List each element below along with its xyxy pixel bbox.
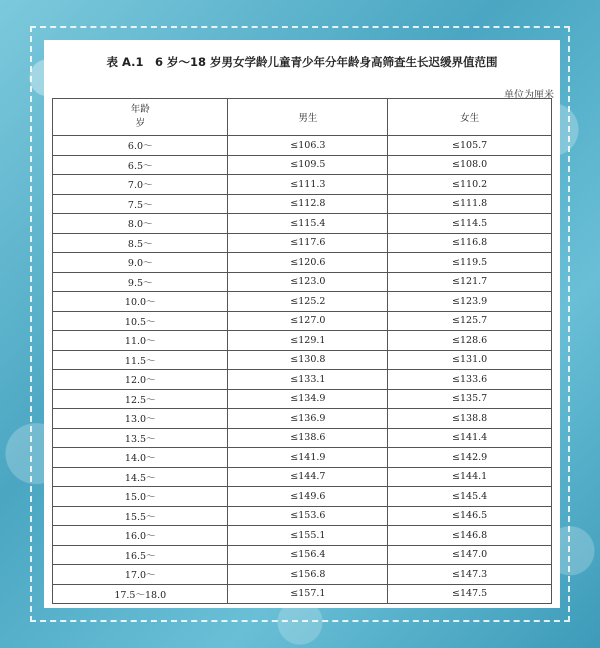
cell-male: ≤134.9 [228,389,388,409]
table-row [53,311,552,331]
cell-male: ≤117.6 [228,233,388,253]
cell-male: ≤144.7 [228,467,388,487]
table-row [53,409,552,429]
header-age-unit: 岁 [135,118,145,129]
cell-female: ≤147.0 [388,545,552,565]
header-age [53,99,228,136]
table-row [53,428,552,448]
cell-age: 12.5～ [53,389,228,409]
cell-female: ≤128.6 [388,331,552,351]
header-male: 男生 [228,99,388,136]
table-row [53,487,552,507]
cell-female: ≤105.7 [388,136,552,156]
cell-male: ≤127.0 [228,311,388,331]
cell-female: ≤119.5 [388,253,552,273]
table-row [53,155,552,175]
cell-male: ≤133.1 [228,370,388,390]
header-female: 女生 [388,99,552,136]
table-row [53,350,552,370]
cell-male: ≤111.3 [228,175,388,195]
cell-female: ≤114.5 [388,214,552,234]
cell-male: ≤141.9 [228,448,388,468]
cell-age: 11.0～ [53,331,228,351]
table-row [53,584,552,604]
table-row [53,253,552,273]
cell-male: ≤138.6 [228,428,388,448]
cell-female: ≤116.8 [388,233,552,253]
table-row [53,272,552,292]
cell-female: ≤111.8 [388,194,552,214]
cell-age: 13.5～ [53,428,228,448]
cell-male: ≤106.3 [228,136,388,156]
cell-age: 15.5～ [53,506,228,526]
cell-female: ≤147.3 [388,565,552,585]
cell-age: 7.5～ [53,194,228,214]
table-row [53,175,552,195]
cell-age: 15.0～ [53,487,228,507]
cell-age: 8.0～ [53,214,228,234]
table-row [53,565,552,585]
cell-female: ≤146.5 [388,506,552,526]
cell-male: ≤120.6 [228,253,388,273]
cell-age: 12.0～ [53,370,228,390]
cell-female: ≤133.6 [388,370,552,390]
cell-female: ≤135.7 [388,389,552,409]
cell-female: ≤108.0 [388,155,552,175]
cell-male: ≤155.1 [228,526,388,546]
cell-female: ≤142.9 [388,448,552,468]
cell-age: 10.5～ [53,311,228,331]
table-row [53,389,552,409]
cell-age: 6.0～ [53,136,228,156]
table-row [53,292,552,312]
cell-age: 7.0～ [53,175,228,195]
cell-age: 14.0～ [53,448,228,468]
cell-female: ≤121.7 [388,272,552,292]
table-row [53,526,552,546]
cell-age: 17.5～18.0 [53,584,228,604]
table-row [53,506,552,526]
table-row [53,194,552,214]
cell-female: ≤145.4 [388,487,552,507]
cell-female: ≤123.9 [388,292,552,312]
table-row [53,467,552,487]
header-age-label: 年龄 [130,104,150,115]
cell-female: ≤110.2 [388,175,552,195]
cell-age: 16.0～ [53,526,228,546]
table-title: 表 A.1 6 岁～18 岁男女学龄儿童青少年分年龄身高筛查生长迟缓界值范围 [106,55,498,69]
cell-age: 16.5～ [53,545,228,565]
table-row [53,370,552,390]
cell-age: 8.5～ [53,233,228,253]
cell-age: 17.0～ [53,565,228,585]
table-row [53,214,552,234]
cell-age: 10.0～ [53,292,228,312]
table-header-row [53,99,552,136]
cell-female: ≤131.0 [388,350,552,370]
cell-female: ≤147.5 [388,584,552,604]
cell-age: 14.5～ [53,467,228,487]
table-body [53,136,552,604]
table-row [53,233,552,253]
cell-male: ≤156.4 [228,545,388,565]
cell-male: ≤129.1 [228,331,388,351]
table-row [53,331,552,351]
cell-male: ≤153.6 [228,506,388,526]
cell-male: ≤115.4 [228,214,388,234]
unit-note: 单位为厘米 [504,90,554,101]
cell-female: ≤144.1 [388,467,552,487]
cell-male: ≤130.8 [228,350,388,370]
cell-male: ≤156.8 [228,565,388,585]
cell-age: 9.0～ [53,253,228,273]
cell-male: ≤136.9 [228,409,388,429]
table-row [53,545,552,565]
table-row [53,136,552,156]
cell-age: 13.0～ [53,409,228,429]
cell-age: 6.5～ [53,155,228,175]
cell-male: ≤157.1 [228,584,388,604]
cell-female: ≤138.8 [388,409,552,429]
cell-female: ≤146.8 [388,526,552,546]
cell-female: ≤141.4 [388,428,552,448]
table-row [53,448,552,468]
cell-male: ≤125.2 [228,292,388,312]
cell-age: 9.5～ [53,272,228,292]
cell-male: ≤123.0 [228,272,388,292]
cell-male: ≤149.6 [228,487,388,507]
cell-female: ≤125.7 [388,311,552,331]
cell-male: ≤112.8 [228,194,388,214]
cell-age: 11.5～ [53,350,228,370]
document-page [44,40,560,608]
height-screening-table [52,98,552,604]
cell-male: ≤109.5 [228,155,388,175]
